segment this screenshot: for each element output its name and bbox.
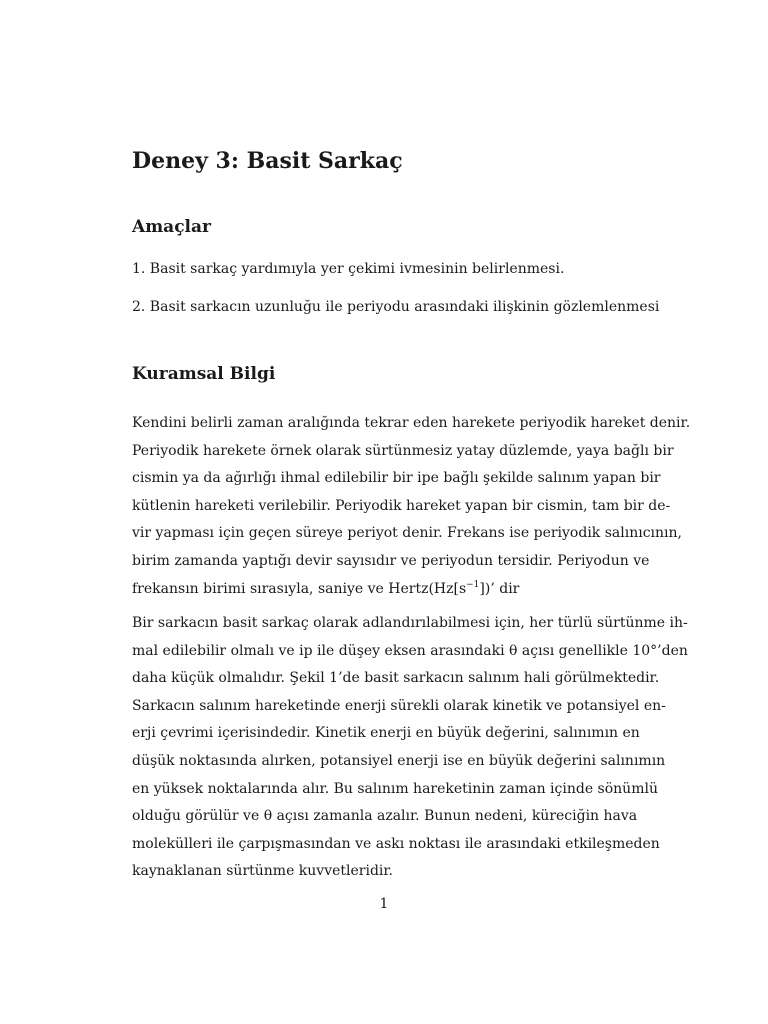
paragraph-line: Sarkacın salınım hareketinde enerji sürekli olarak kinetik ve potansiyel en-	[132, 697, 666, 714]
paragraph-line: Bir sarkacın basit sarkaç olarak adlandırılabilmesi için, her türlü sürtünme ih-	[132, 615, 688, 631]
paragraph-line: erji çevrimi içerisindedir. Kinetik enerji en büyük değerini, salınımın en	[132, 725, 640, 742]
frequency-unit-text: frekansın birimi sırasıyla, saniye ve Hertz(Hz[s	[132, 580, 467, 597]
aim-item-1: 1. Basit sarkaç yardımıyla yer çekimi ivmesinin belirlenmesi.	[132, 261, 565, 277]
document-title: Deney 3: Basit Sarkaç	[132, 148, 403, 174]
paragraph-line: olduğu görülür ve θ açısı zamanla azalır. Bunun nedeni, küreciğin hava	[132, 808, 638, 825]
paragraph-line: kütlenin hareketi verilebilir. Periyodik hareket yapan bir cismin, tam bir de-	[132, 497, 671, 514]
theory-paragraph-1	[132, 410, 691, 603]
paragraph-line: mal edilebilir olmalı ve ip ile düşey eksen arasındaki θ açısı genellikle 10°’den	[132, 642, 688, 659]
aims-heading: Amaçlar	[132, 217, 211, 237]
aim-item-2: 2. Basit sarkacın uzunluğu ile periyodu arasındaki ilişkinin gözlemlenmesi	[132, 299, 660, 315]
paragraph-line: molekülleri ile çarpışmasından ve askı noktası ile arasındaki etkileşmeden	[132, 835, 660, 852]
paragraph-line: kaynaklanan sürtünme kuvvetleridir.	[132, 863, 394, 880]
paragraph-line: daha küçük olmalıdır. Şekil 1’de basit sarkacın salınım hali görülmektedir.	[132, 670, 660, 687]
paragraph-line	[132, 576, 635, 604]
theory-heading: Kuramsal Bilgi	[132, 364, 276, 384]
paragraph-line: Kendini belirli zaman aralığında tekrar eden harekete periyodik hareket denir.	[132, 415, 691, 431]
paragraph-line: en yüksek noktalarında alır. Bu salınım hareketinin zaman içinde sönümlü	[132, 780, 658, 797]
frequency-unit-text-end: ])’ dir	[479, 580, 520, 597]
theory-paragraph-2	[132, 610, 688, 886]
page-number: 1	[379, 896, 389, 912]
paragraph-line: birim zamanda yaptığı devir sayısıdır ve periyodun tersidir. Periyodun ve	[132, 552, 650, 569]
paragraph-line: vir yapması için geçen süreye periyot denir. Frekans ise periyodik salınıcının,	[132, 525, 682, 542]
paragraph-line: düşük noktasında alırken, potansiyel enerji ise en büyük değerini salınımın	[132, 752, 666, 769]
superscript-exponent: −1	[466, 579, 480, 590]
paragraph-line: cismin ya da ağırlığı ihmal edilebilir bir ipe bağlı şekilde salınım yapan bir	[132, 470, 661, 487]
paragraph-line: Periyodik harekete örnek olarak sürtünmesiz yatay düzlemde, yaya bağlı bir	[132, 442, 674, 459]
